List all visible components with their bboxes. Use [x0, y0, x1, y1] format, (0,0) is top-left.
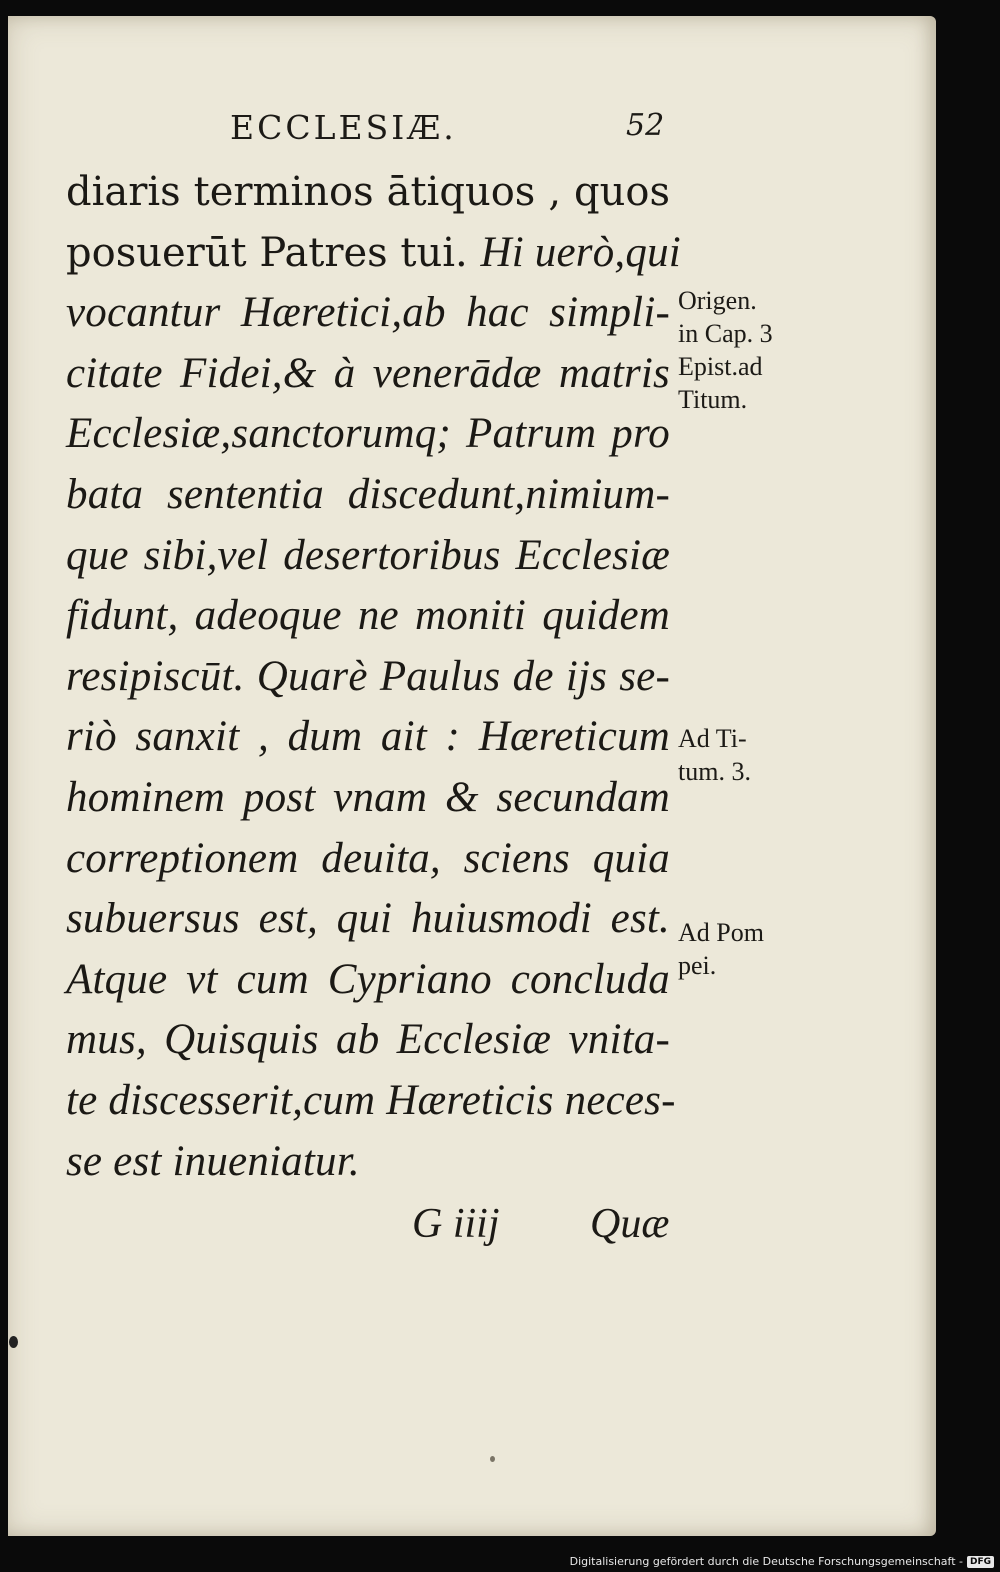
text-line: se est inueniatur. [66, 1137, 360, 1185]
margin-note-line: Ad Pom [678, 918, 764, 947]
margin-note-line: Epist.ad [678, 352, 763, 381]
text-line: resipiscūt. Quarè Paulus de ijs se- [66, 652, 670, 700]
text-line: mus, Quisquis ab Ecclesiæ vnita- [66, 1016, 670, 1064]
text-line: correptionem deuita, sciens quia [66, 834, 670, 882]
text-line: vocantur Hæretici,ab hac simpli- [66, 289, 670, 337]
text-line: te discesserit,cum Hæreticis neces- [66, 1076, 676, 1124]
margin-note-line: Origen. [678, 286, 757, 315]
text-line: fidunt, adeoque ne moniti quidem [66, 592, 670, 640]
signature-mark: G iiij [412, 1201, 500, 1247]
text-line: riò sanxit , dum ait : Hæreticum [66, 713, 670, 761]
page-blemish [490, 1456, 495, 1462]
text-line-roman: posuerūt Patres tui. [66, 229, 481, 276]
catchword: Quæ [590, 1201, 670, 1247]
page-blemish [9, 1336, 18, 1348]
margin-note-line: pei. [678, 951, 717, 980]
text-line: subuersus est, qui huiusmodi est. [66, 895, 670, 943]
margin-note-line: tum. 3. [678, 757, 751, 786]
text-line: diaris terminos ātiquos , quos [66, 169, 670, 215]
margin-note-line: in Cap. 3 [678, 319, 773, 348]
digitization-credit [570, 1555, 994, 1568]
margin-note-line: Titum. [678, 385, 748, 414]
margin-note-origen [678, 284, 773, 416]
text-line: bata sententia discedunt,nimium- [66, 470, 670, 518]
text-line: que sibi,vel desertoribus Ecclesiæ [66, 531, 670, 579]
main-text-block [66, 162, 681, 1192]
text-line: hominem post vnam & secundam [66, 773, 670, 821]
text-line: Atque vt cum Cypriano concluda [66, 955, 670, 1003]
page-number: 52 [626, 108, 665, 143]
margin-note-line: Ad Ti- [678, 724, 747, 753]
running-head: ECCLESIÆ. [230, 108, 457, 147]
dfg-logo: DFG [967, 1556, 994, 1568]
text-line: citate Fidei,& à venerādæ matris [66, 349, 670, 397]
margin-note-ad-titum [678, 722, 751, 788]
margin-note-ad-pompei [678, 916, 764, 982]
text-line [66, 223, 681, 284]
text-line: Ecclesiæ,sanctorumq; Patrum pro [66, 410, 670, 458]
credit-text: Digitalisierung gefördert durch die Deutsche Forschungsgemeinschaft - [569, 1555, 963, 1568]
text-line-italic: Hi uerò,qui [480, 228, 681, 276]
